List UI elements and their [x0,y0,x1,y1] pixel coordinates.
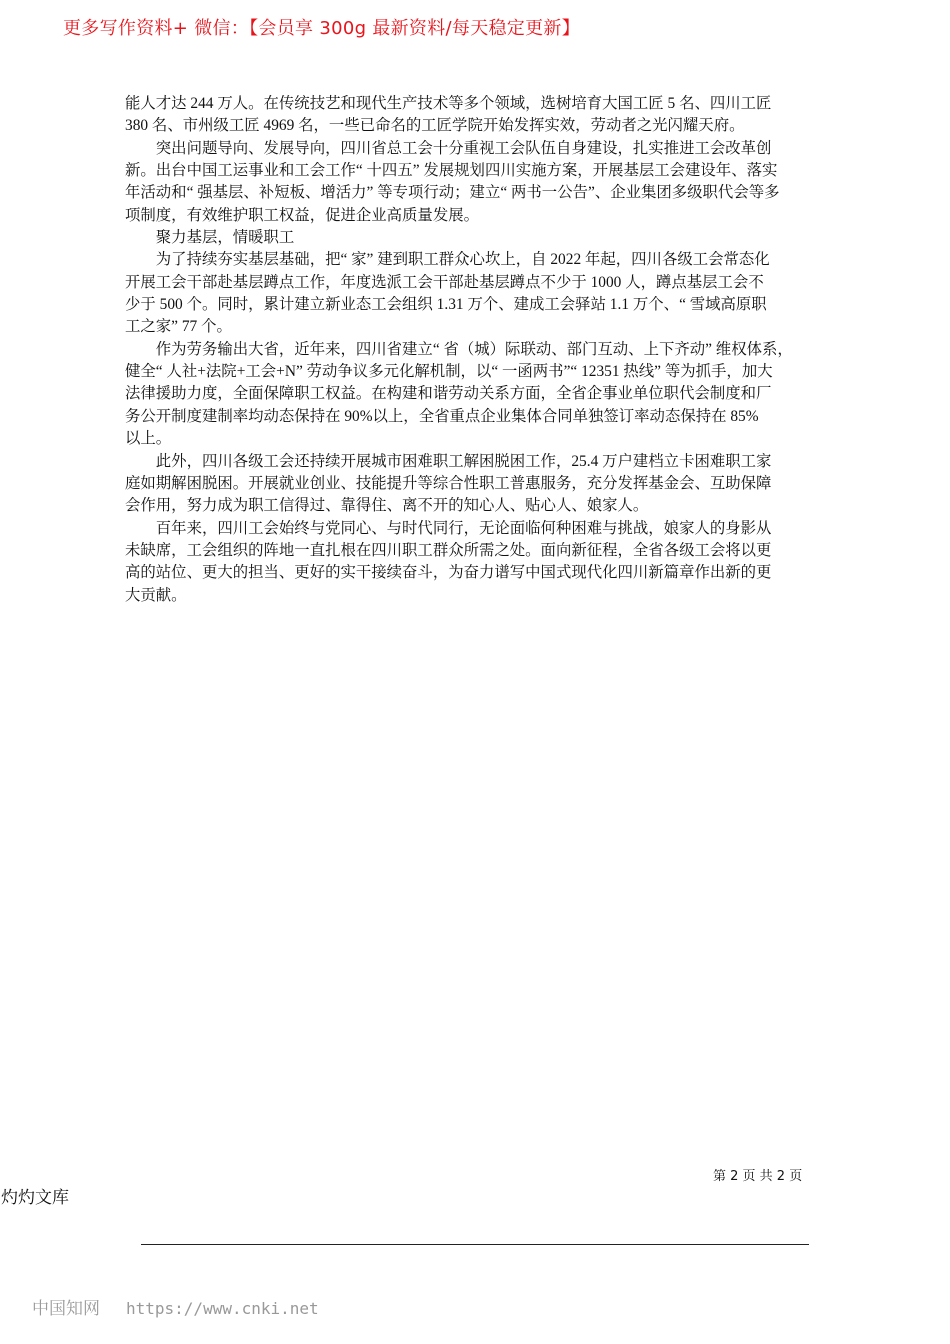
text-line: 务公开制度建制率均动态保持在 90%以上，全省重点企业集体合同单独签订率动态保持在 85% [125,407,759,425]
text-line: 聚力基层，情暖职工 [125,229,295,247]
promo-banner: 更多写作资料+ 微信：【会员享 300g 最新资料/每天稳定更新】 [63,18,580,39]
text-line: 能人才达 244 万人。在传统技艺和现代生产技术等多个领域，选树培育大国工匠 5 名、四川工匠 [125,95,772,112]
text-line: 突出问题导向、发展导向，四川省总工会十分重视工会队伍自身建设，扎实推进工会改革创 [125,139,772,157]
text-line: 380 名、市州级工匠 4969 名，一些已命名的工匠学院开始发挥实效，劳动者之光闪耀天府。 [125,117,745,135]
article-body [125,93,845,607]
text-line: 作为劳务输出大省，近年来，四川省建立“ 省（城）际联动、部门互动、上下齐动” 维权体系， [125,340,793,358]
text-line: 健全“ 人社+法院+工会+N” 劳动争议多元化解机制，以“ 一函两书”“ 12351 热线” 等为抓手，加大 [125,363,773,381]
cnki-url: https://www.cnki.net [126,1299,319,1318]
text-line: 大贡献。 [125,586,187,604]
cnki-name: 中国知网 [32,1299,100,1319]
text-line: 少于 500 个。同时，累计建立新业态工会组织 1.31 万个、建成工会驿站 1.1 万个、“ 雪域高原职 [125,296,767,314]
brand-label: 灼灼文库 [1,1188,69,1208]
text-line: 项制度，有效维护职工权益，促进企业高质量发展。 [125,206,479,224]
page-number: 第 2 页 共 2 页 [713,1169,803,1184]
text-line: 年活动和“ 强基层、补短板、增活力” 等专项行动；建立“ 两书一公告”、企业集团多级职代会等多 [125,184,780,202]
text-line: 未缺席，工会组织的阵地一直扎根在四川职工群众所需之处。面向新征程，全省各级工会将以更 [125,541,772,559]
text-line: 庭如期解困脱困。开展就业创业、技能提升等综合性职工普惠服务，充分发挥基金会、互助保障 [125,474,772,492]
footer-divider [141,1244,809,1245]
text-line: 法律援助力度，全面保障职工权益。在构建和谐劳动关系方面，全省企事业单位职代会制度和厂 [125,385,772,403]
text-line: 为了持续夯实基层基础，把“ 家” 建到职工群众心坎上，自 2022 年起，四川各级工会常态化 [125,251,770,269]
cnki-watermark [32,1294,319,1319]
text-line: 以上。 [125,430,172,448]
text-line: 开展工会干部赴基层蹲点工作，年度选派工会干部赴基层蹲点不少于 1000 人，蹲点基层工会不 [125,273,764,291]
text-line: 此外，四川各级工会还持续开展城市困难职工解困脱困工作，25.4 万户建档立卡困难职工家 [125,452,772,470]
text-line: 会作用，努力成为职工信得过、靠得住、离不开的知心人、贴心人、娘家人。 [125,497,649,515]
text-line: 工之家” 77 个。 [125,318,232,336]
text-line: 百年来，四川工会始终与党同心、与时代同行，无论面临何种困难与挑战，娘家人的身影从 [125,519,772,537]
text-line: 高的站位、更大的担当、更好的实干接续奋斗，为奋力谱写中国式现代化四川新篇章作出新的更 [125,564,772,582]
text-line: 新。出台中国工运事业和工会工作“ 十四五” 发展规划四川实施方案，开展基层工会建设年、落实 [125,162,778,180]
